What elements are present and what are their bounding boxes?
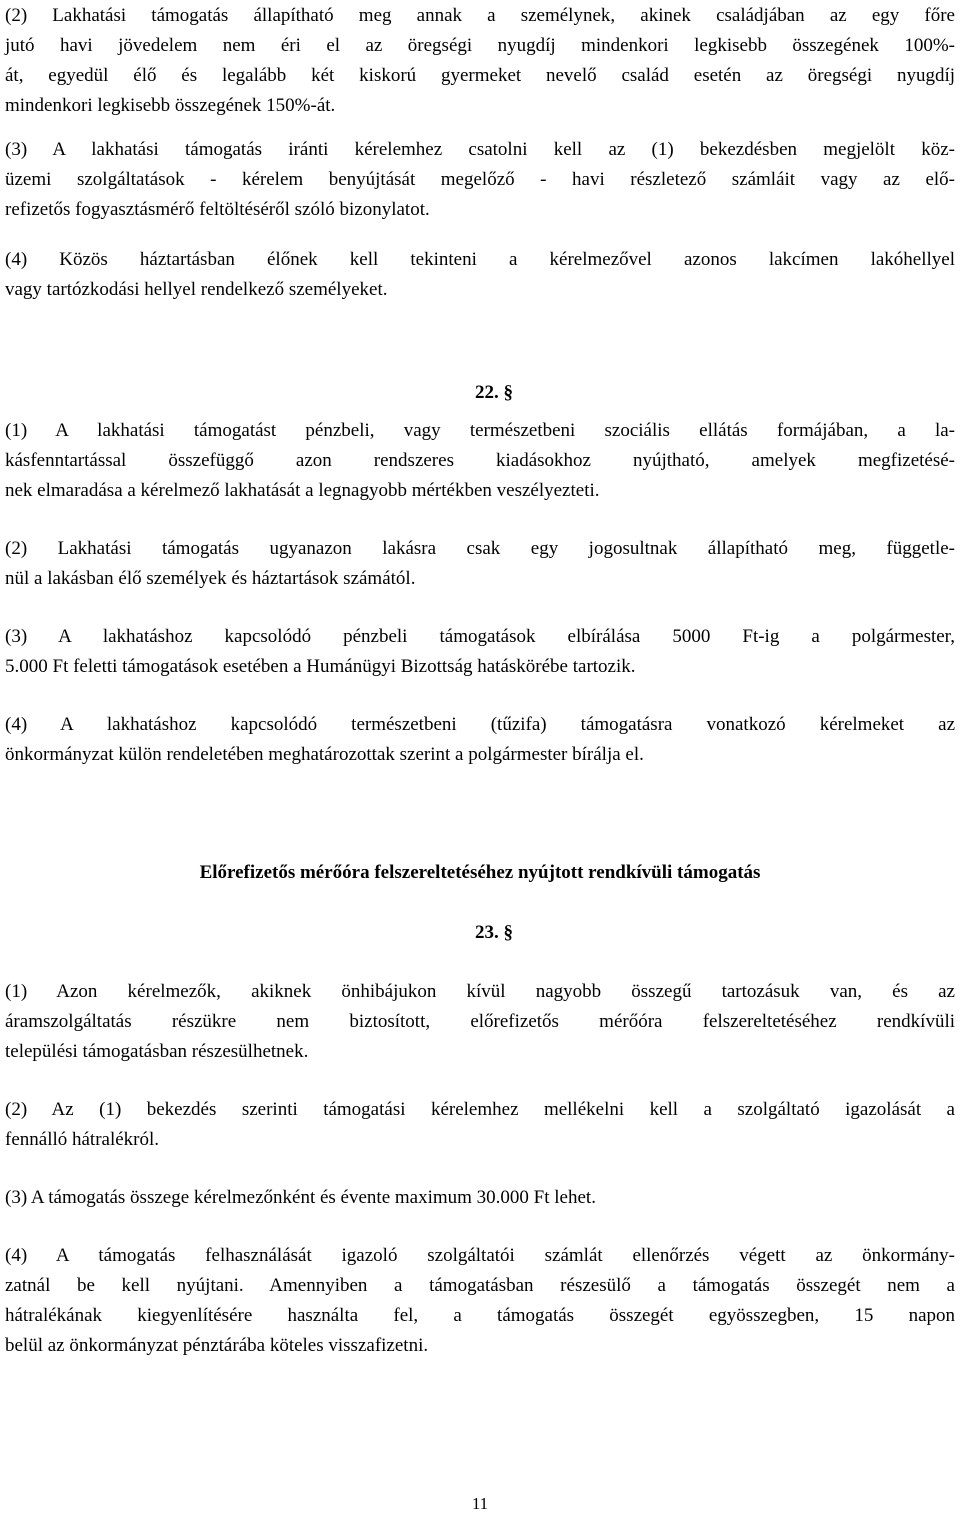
text-line: (1) A lakhatási támogatást pénzbeli, vagy természetbeni szociális ellátás formájában, a la- <box>5 420 955 441</box>
text-line: (1) Azon kérelmezők, akiknek önhibájukon kívül nagyobb összegű tartozásuk van, és az <box>5 981 955 1002</box>
paragraph-23-1 <box>5 977 955 1067</box>
section-heading: Előrefizetős mérőóra felszereltetéséhez nyújtott rendkívüli támogatás <box>199 862 761 883</box>
text-line: áramszolgáltatás részükre nem biztosított, előrefizetős mérőóra felszereltetéséhez rendkívüli <box>5 1011 955 1032</box>
text-line: (3) A lakhatáshoz kapcsolódó pénzbeli támogatások elbírálása 5000 Ft-ig a polgármester, <box>5 626 955 647</box>
paragraph-22-3 <box>5 622 955 682</box>
text-line: (2) Lakhatási támogatás ugyanazon lakásra csak egy jogosultnak állapítható meg, függetle- <box>5 538 955 559</box>
text-line: kásfenntartással összefüggő azon rendszeres kiadásokhoz nyújtható, amelyek megfizetésé- <box>5 450 955 471</box>
text-line: nül a lakásban élő személyek és háztartások számától. <box>5 568 416 589</box>
paragraph-23-4 <box>5 1241 955 1361</box>
text-line: refizetős fogyasztásmérő feltöltéséről szóló bizonylatot. <box>5 199 430 220</box>
text-line: zatnál be kell nyújtani. Amennyiben a támogatásban részesülő a támogatás összegét nem a <box>5 1275 955 1296</box>
section-number-23 <box>0 918 960 948</box>
text-line: mindenkori legkisebb összegének 150%-át. <box>5 95 336 116</box>
paragraph-21-4 <box>5 245 955 305</box>
text-line: (4) Közös háztartásban élőnek kell tekinteni a kérelmezővel azonos lakcímen lakóhellyel <box>5 249 955 270</box>
text-line: üzemi szolgáltatások - kérelem benyújtását megelőző - havi részletező számláit vagy az elő- <box>5 169 955 190</box>
paragraph-22-1 <box>5 416 955 506</box>
section-number-22 <box>0 378 960 408</box>
paragraph-22-2 <box>5 534 955 594</box>
text-line: (4) A lakhatáshoz kapcsolódó természetbeni (tűzifa) támogatásra vonatkozó kérelmeket az <box>5 714 955 735</box>
section-sign: § <box>503 922 513 943</box>
text-line: jutó havi jövedelem nem éri el az öregségi nyugdíj mindenkori legkisebb összegének 100%- <box>5 35 955 56</box>
text-line: (2) Az (1) bekezdés szerinti támogatási kérelemhez mellékelni kell a szolgáltató igazolását a <box>5 1099 955 1120</box>
text-line: 5.000 Ft feletti támogatások esetében a Humánügyi Bizottság hatáskörébe tartozik. <box>5 656 636 677</box>
text-line: hátralékának kiegyenlítésére használta fel, a támogatás összegét egyösszegben, 15 napon <box>5 1305 955 1326</box>
text-line: (3) A lakhatási támogatás iránti kérelemhez csatolni kell az (1) bekezdésben megjelölt köz- <box>5 139 955 160</box>
text-line: (4) A támogatás felhasználását igazoló szolgáltatói számlát ellenőrzés végett az önkormány- <box>5 1245 955 1266</box>
text-line: (2) Lakhatási támogatás állapítható meg annak a személynek, akinek családjában az egy főre <box>5 5 955 26</box>
text-line: nek elmaradása a kérelmező lakhatását a legnagyobb mértékben veszélyezteti. <box>5 480 600 501</box>
section-number: 23. <box>475 922 499 943</box>
text-line: belül az önkormányzat pénztárába köteles visszafizetni. <box>5 1335 429 1356</box>
paragraph-23-2 <box>5 1095 955 1155</box>
text-line: (3) A támogatás összege kérelmezőnként és évente maximum 30.000 Ft lehet. <box>5 1187 596 1208</box>
paragraph-22-4 <box>5 710 955 770</box>
section-number: 22. <box>475 382 499 403</box>
text-line: önkormányzat külön rendeletében meghatározottak szerint a polgármester bírálja el. <box>5 744 644 765</box>
text-line: fennálló hátralékról. <box>5 1129 160 1150</box>
text-line: vagy tartózkodási hellyel rendelkező személyeket. <box>5 279 388 300</box>
text-line: át, egyedül élő és legalább két kiskorú gyermeket nevelő család esetén az öregségi nyugdíj <box>5 65 955 86</box>
page-number: 11 <box>471 1494 489 1513</box>
paragraph-23-3 <box>5 1183 955 1213</box>
text-line: települési támogatásban részesülhetnek. <box>5 1041 309 1062</box>
paragraph-21-3 <box>5 135 955 225</box>
paragraph-21-2 <box>5 1 955 121</box>
section-sign: § <box>503 382 513 403</box>
